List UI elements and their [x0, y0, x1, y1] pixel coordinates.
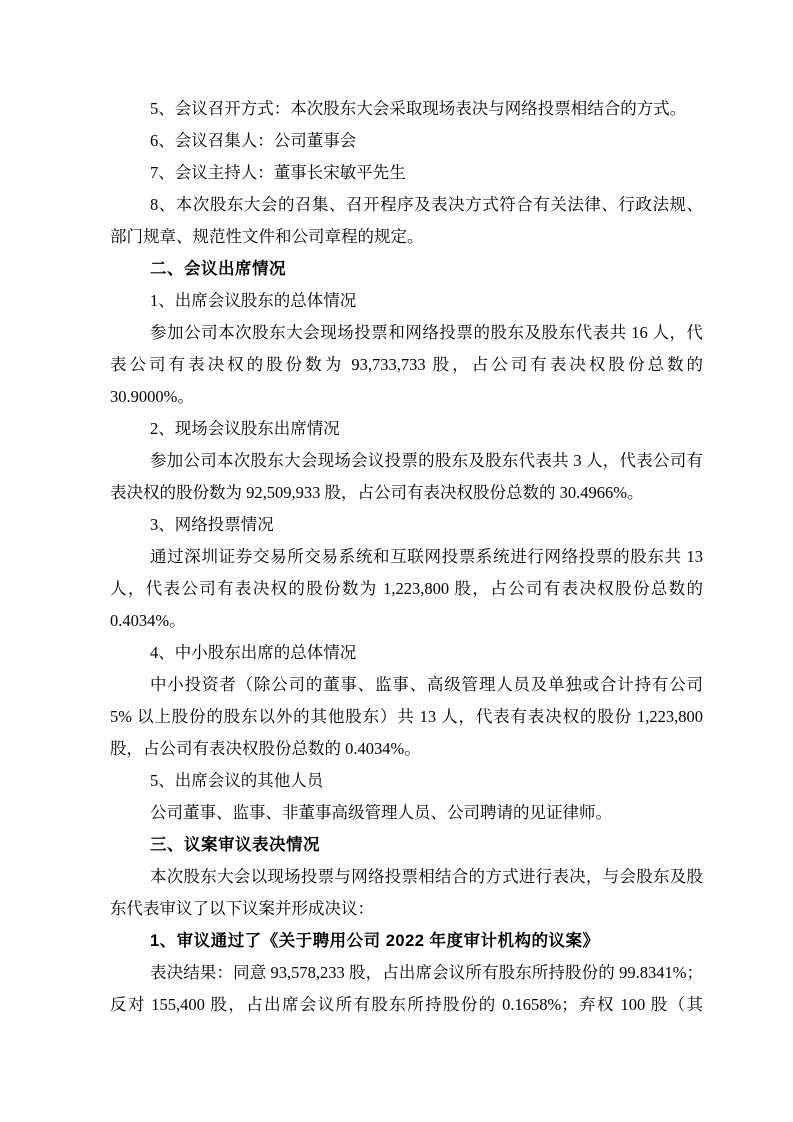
- paragraph: [110, 957, 703, 1021]
- section-heading: [110, 253, 703, 285]
- text-line: 部门规章、规范性文件和公司章程的规定。: [110, 227, 424, 246]
- text-line: 30.9000%。: [110, 387, 194, 406]
- section-heading: [110, 829, 703, 861]
- text-line: 公司董事、监事、非董事高级管理人员、公司聘请的见证律师。: [150, 803, 612, 822]
- text-line: 1、审议通过了《关于聘用公司 2022 年度审计机构的议案》: [150, 932, 600, 950]
- text-line: 8、本次股东大会的召集、召开程序及表决方式符合有关法律、行政法规、: [150, 195, 703, 214]
- text-line: 表决结果：同意 93,578,233 股，占出席会议所有股东所持股份的 99.8341%；: [150, 963, 703, 982]
- text-line: 表决权的股份数为 92,509,933 股，占公司有表决权股份总数的 30.4966%。: [110, 483, 644, 502]
- text-line: 参加公司本次股东大会现场投票和网络投票的股东及股东代表共 16 人，代: [150, 323, 703, 342]
- paragraph: [110, 285, 703, 317]
- paragraph: [110, 797, 703, 829]
- text-line: 7、会议主持人：董事长宋敏平先生: [150, 163, 406, 182]
- text-line: 通过深圳证券交易所交易系统和互联网投票系统进行网络投票的股东共 13: [150, 547, 703, 566]
- text-line: 5、会议召开方式：本次股东大会采取现场表决与网络投票相结合的方式。: [150, 99, 687, 118]
- paragraph: [110, 541, 703, 637]
- text-line: 6、会议召集人：公司董事会: [150, 131, 357, 150]
- paragraph: [110, 317, 703, 413]
- text-line: 1、出席会议股东的总体情况: [150, 291, 357, 310]
- text-line: 2、现场会议股东出席情况: [150, 419, 340, 438]
- text-line: 0.4034%。: [110, 611, 186, 630]
- text-line: 中小投资者（除公司的董事、监事、高级管理人员及单独或合计持有公司: [150, 675, 703, 694]
- paragraph: [110, 669, 703, 765]
- paragraph: [110, 637, 703, 669]
- paragraph: [110, 189, 703, 253]
- text-line: 股，占公司有表决权股份总数的 0.4034%。: [110, 739, 421, 758]
- text-line: 三、议案审议表决情况: [150, 836, 320, 854]
- text-line: 二、会议出席情况: [150, 260, 286, 278]
- text-line: 5、出席会议的其他人员: [150, 771, 324, 790]
- paragraph: [110, 765, 703, 797]
- text-line: 反对 155,400 股，占出席会议所有股东所持股份的 0.1658%；弃权 100 股（其: [110, 995, 703, 1014]
- text-line: 人，代表公司有表决权的股份数为 1,223,800 股，占公司有表决权股份总数的: [110, 579, 703, 598]
- section-heading: [110, 925, 703, 957]
- paragraph: [110, 157, 703, 189]
- text-line: 4、中小股东出席的总体情况: [150, 643, 357, 662]
- paragraph: [110, 861, 703, 925]
- paragraph: [110, 125, 703, 157]
- text-line: 5% 以上股份的股东以外的其他股东）共 13 人，代表有表决权的股份 1,223,800: [110, 707, 703, 726]
- document-body: [110, 93, 703, 1021]
- text-line: 东代表审议了以下议案并形成决议：: [110, 899, 374, 918]
- text-line: 3、网络投票情况: [150, 515, 274, 534]
- paragraph: [110, 413, 703, 445]
- text-line: 参加公司本次股东大会现场会议投票的股东及股东代表共 3 人，代表公司有: [150, 451, 703, 470]
- text-line: 本次股东大会以现场投票与网络投票相结合的方式进行表决，与会股东及股: [150, 867, 703, 886]
- paragraph: [110, 445, 703, 509]
- text-line: 表公司有表决权的股份数为 93,733,733 股，占公司有表决权股份总数的: [110, 355, 703, 374]
- paragraph: [110, 93, 703, 125]
- paragraph: [110, 509, 703, 541]
